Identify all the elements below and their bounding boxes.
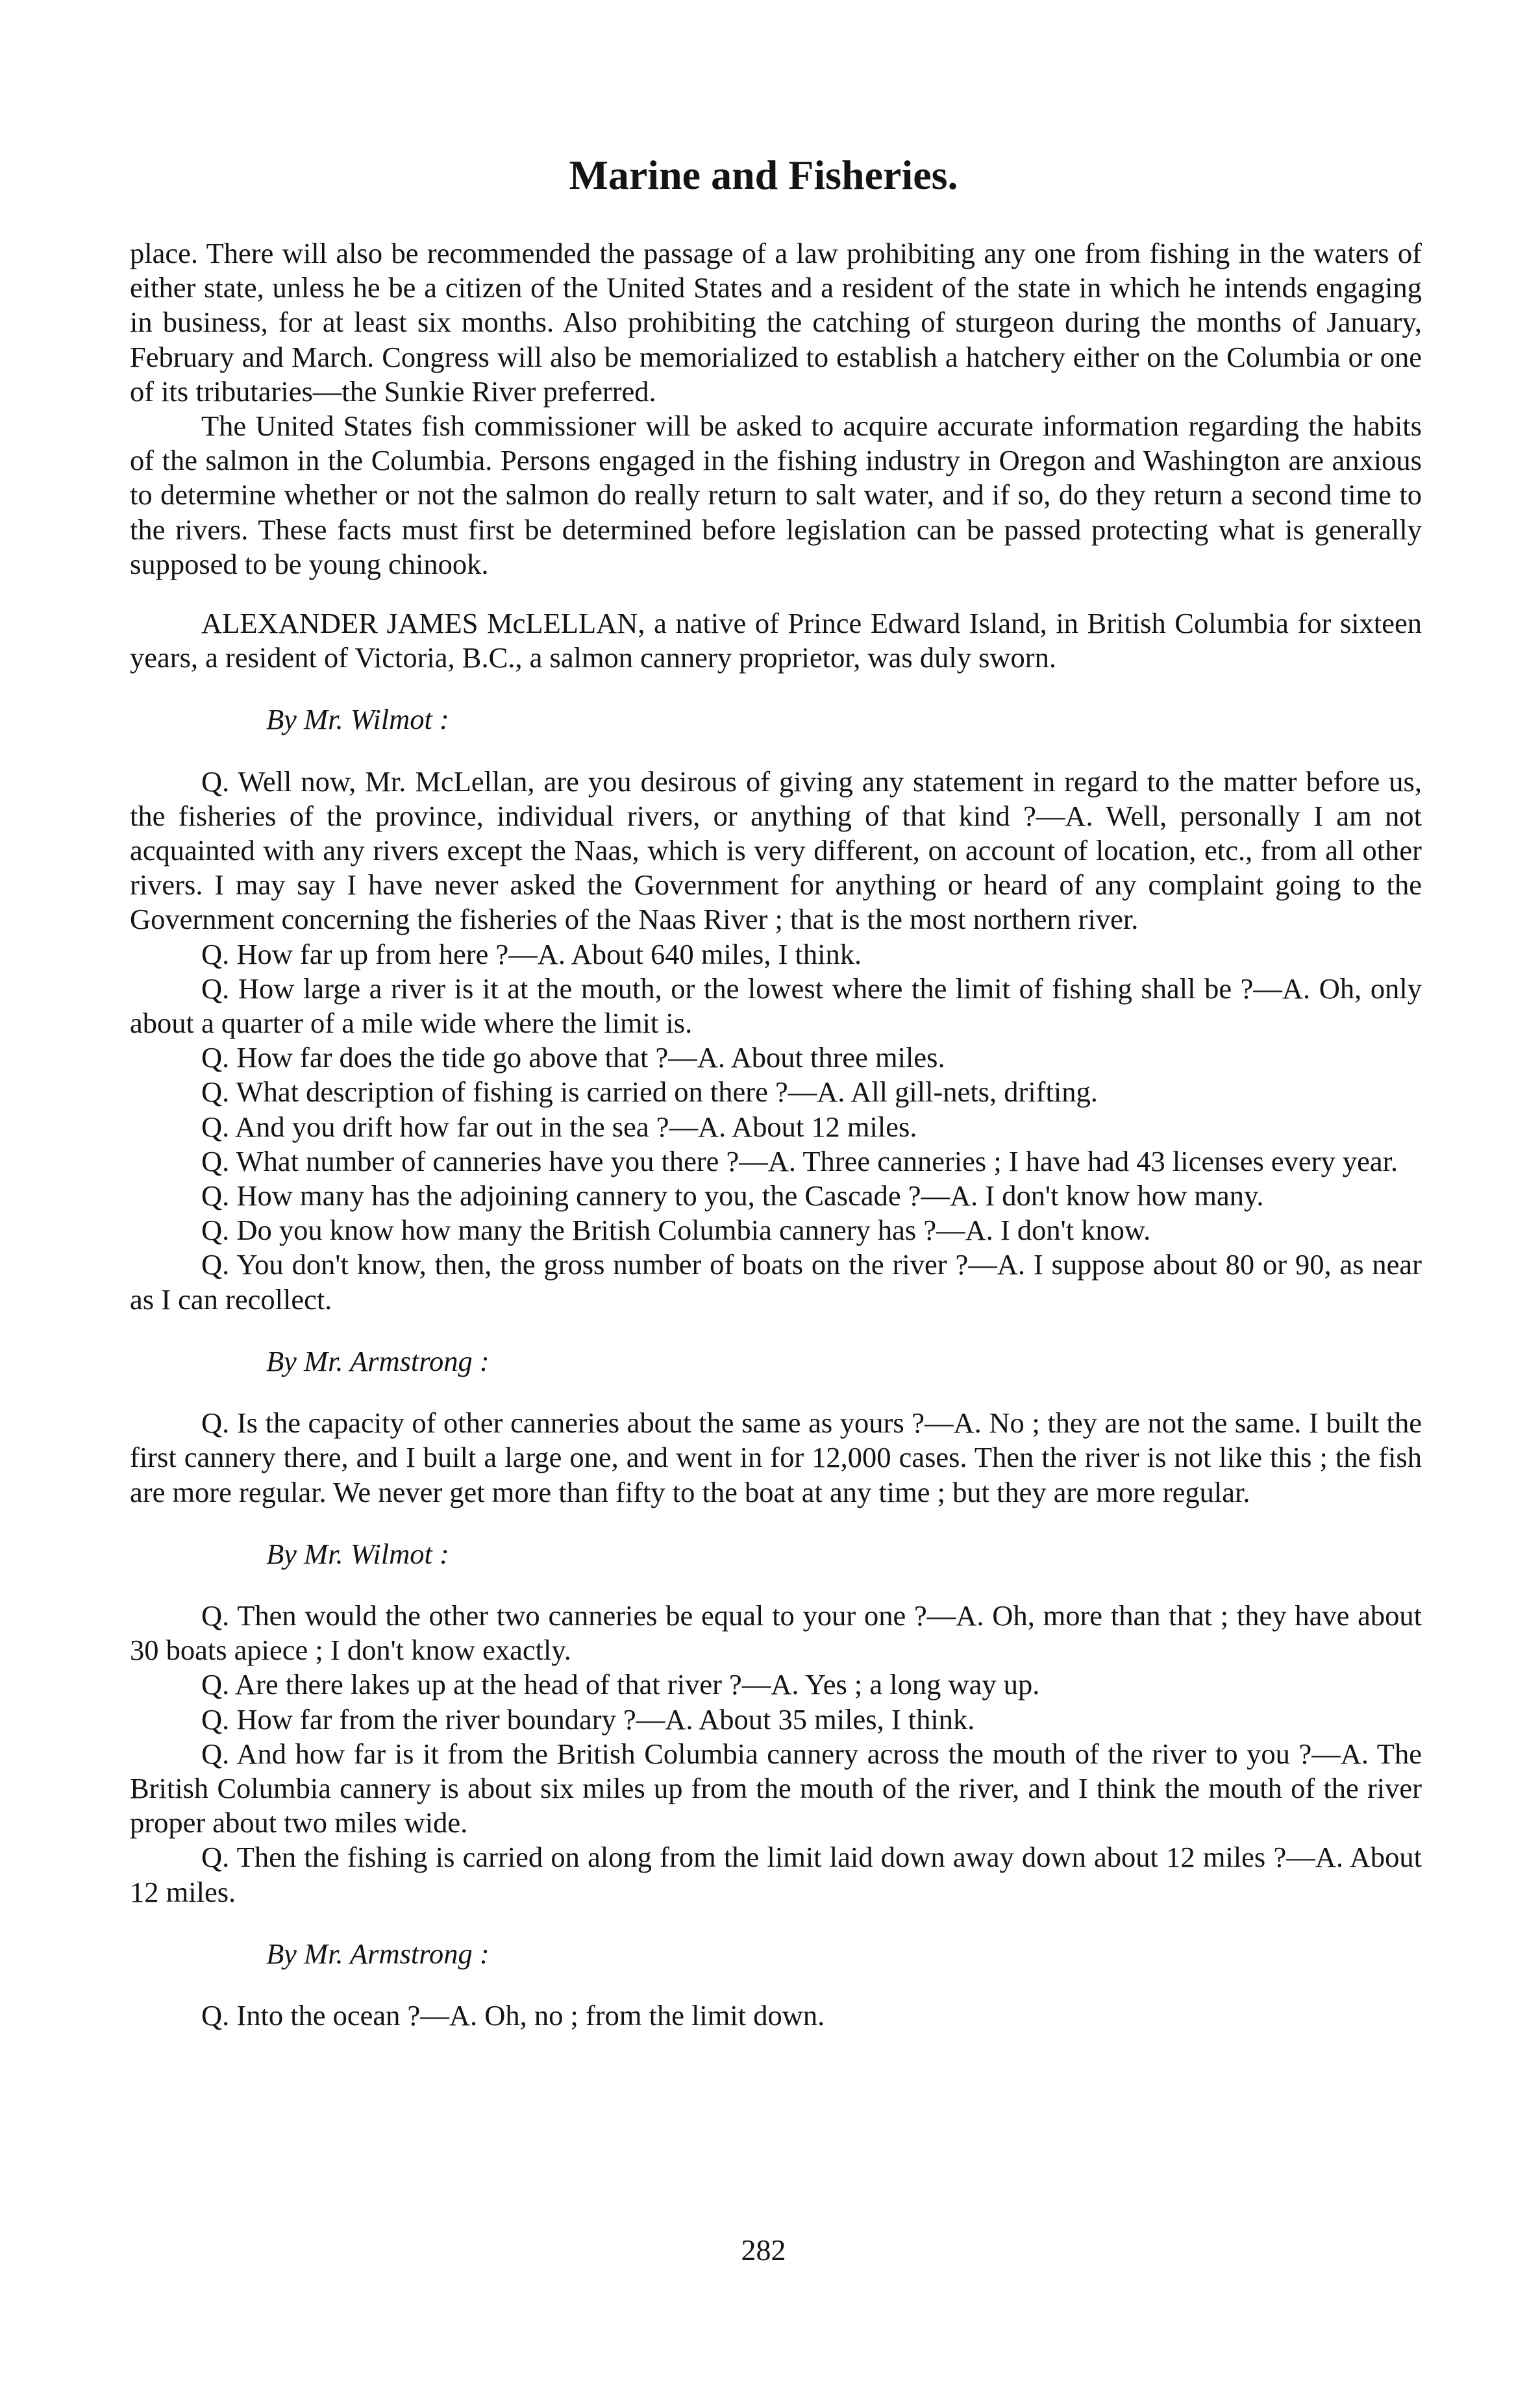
testimony-line: Q. Do you know how many the British Columbia cannery has ?—A. I don't know. <box>201 1214 1151 1247</box>
speaker-heading: By Mr. Armstrong : <box>266 1344 490 1377</box>
testimony-line: Q. Well now, Mr. McLellan, are you desirous of giving any statement in regard to the matter before us, the fisheries of the province, individual rivers, or anything of that kind ?—A. Well, personally I am not acquainted with any rivers except the Naas, which is very different, on account of location, etc., from all other rivers. I may say I have never asked the Government for anything or heard of any complaint going to the Government concerning the fisheries of the Naas River ; that is the most northern river. <box>130 765 1422 936</box>
speaker-heading: By Mr. Wilmot : <box>266 1537 449 1570</box>
testimony-line: Q. Into the ocean ?—A. Oh, no ; from the limit down. <box>201 1998 825 2032</box>
testimony-line: Q. What description of fishing is carried on there ?—A. All gill-nets, drifting. <box>201 1075 1098 1109</box>
testimony-line: Q. How far from the river boundary ?—A. About 35 miles, I think. <box>201 1702 975 1736</box>
testimony-line: Q. And you drift how far out in the sea ?—A. About 12 miles. <box>201 1110 917 1143</box>
testimony-line: Q. How many has the adjoining cannery to you, the Cascade ?—A. I don't know how many. <box>201 1179 1264 1212</box>
page-number: 282 <box>741 2233 786 2267</box>
testimony-line: Q. What number of canneries have you there ?—A. Three canneries ; I have had 43 licenses every year. <box>201 1144 1398 1177</box>
testimony-line: Q. How far up from here ?—A. About 640 miles, I think. <box>201 937 862 970</box>
paragraph: The United States fish commissioner will be asked to acquire accurate information regarding the habits of the salmon in the Columbia. Persons engaged in the fishing industry in Oregon and Washington are anxious to determine whether or not the salmon do really return to salt water, and if so, do they return a second time to the rivers. These facts must first be determined before legislation can be passed protecting what is generally supposed to be young chinook. <box>130 410 1422 580</box>
speaker-heading: By Mr. Armstrong : <box>266 1937 490 1970</box>
testimony-line: Q. Are there lakes up at the head of that river ?—A. Yes ; a long way up. <box>201 1668 1040 1701</box>
testimony-line: Q. You don't know, then, the gross number of boats on the river ?—A. I suppose about 80 or 90, as near as I can recollect. <box>130 1248 1422 1316</box>
testimony-line: Q. How far does the tide go above that ?—A. About three miles. <box>201 1041 945 1074</box>
testimony-line: Q. How large a river is it at the mouth, or the lowest where the limit of fishing shall be ?—A. Oh, only about a quarter of a mile wide where the limit is. <box>130 972 1422 1040</box>
speaker-heading: By Mr. Wilmot : <box>266 703 449 736</box>
page-title: Marine and Fisheries. <box>569 152 958 198</box>
testimony-line: Q. And how far is it from the British Columbia cannery across the mouth of the river to you ?—A. The British Columbia cannery is about six miles up from the mouth of the river, and I think the mouth of the river proper about two miles wide. <box>130 1737 1422 1839</box>
paragraph: place. There will also be recommended the passage of a law prohibiting any one from fishing in the waters of either state, unless he be a citizen of the United States and a resident of the state in which he intends engaging in business, for at least six months. Also prohibiting the catching of sturgeon during the months of January, February and March. Congress will also be memorialized to establish a hatchery either on the Columbia or one of its tributaries—the Sunkie River preferred. <box>130 237 1422 408</box>
witness-intro: ALEXANDER JAMES McLELLAN, a native of Prince Edward Island, in British Columbia for sixteen years, a resident of Victoria, B.C., a salmon cannery proprietor, was duly sworn. <box>130 607 1422 674</box>
testimony-line: Q. Then would the other two canneries be equal to your one ?—A. Oh, more than that ; they have about 30 boats apiece ; I don't know exactly. <box>130 1599 1422 1667</box>
testimony-line: Q. Is the capacity of other canneries about the same as yours ?—A. No ; they are not the same. I built the first cannery there, and I built a large one, and went in for 12,000 cases. Then the river is not like this ; the fish are more regular. We never get more than fifty to the boat at any time ; but they are more regular. <box>130 1407 1422 1508</box>
testimony-line: Q. Then the fishing is carried on along from the limit laid down away down about 12 miles ?—A. About 12 miles. <box>130 1841 1422 1908</box>
document-body <box>130 236 1422 2033</box>
